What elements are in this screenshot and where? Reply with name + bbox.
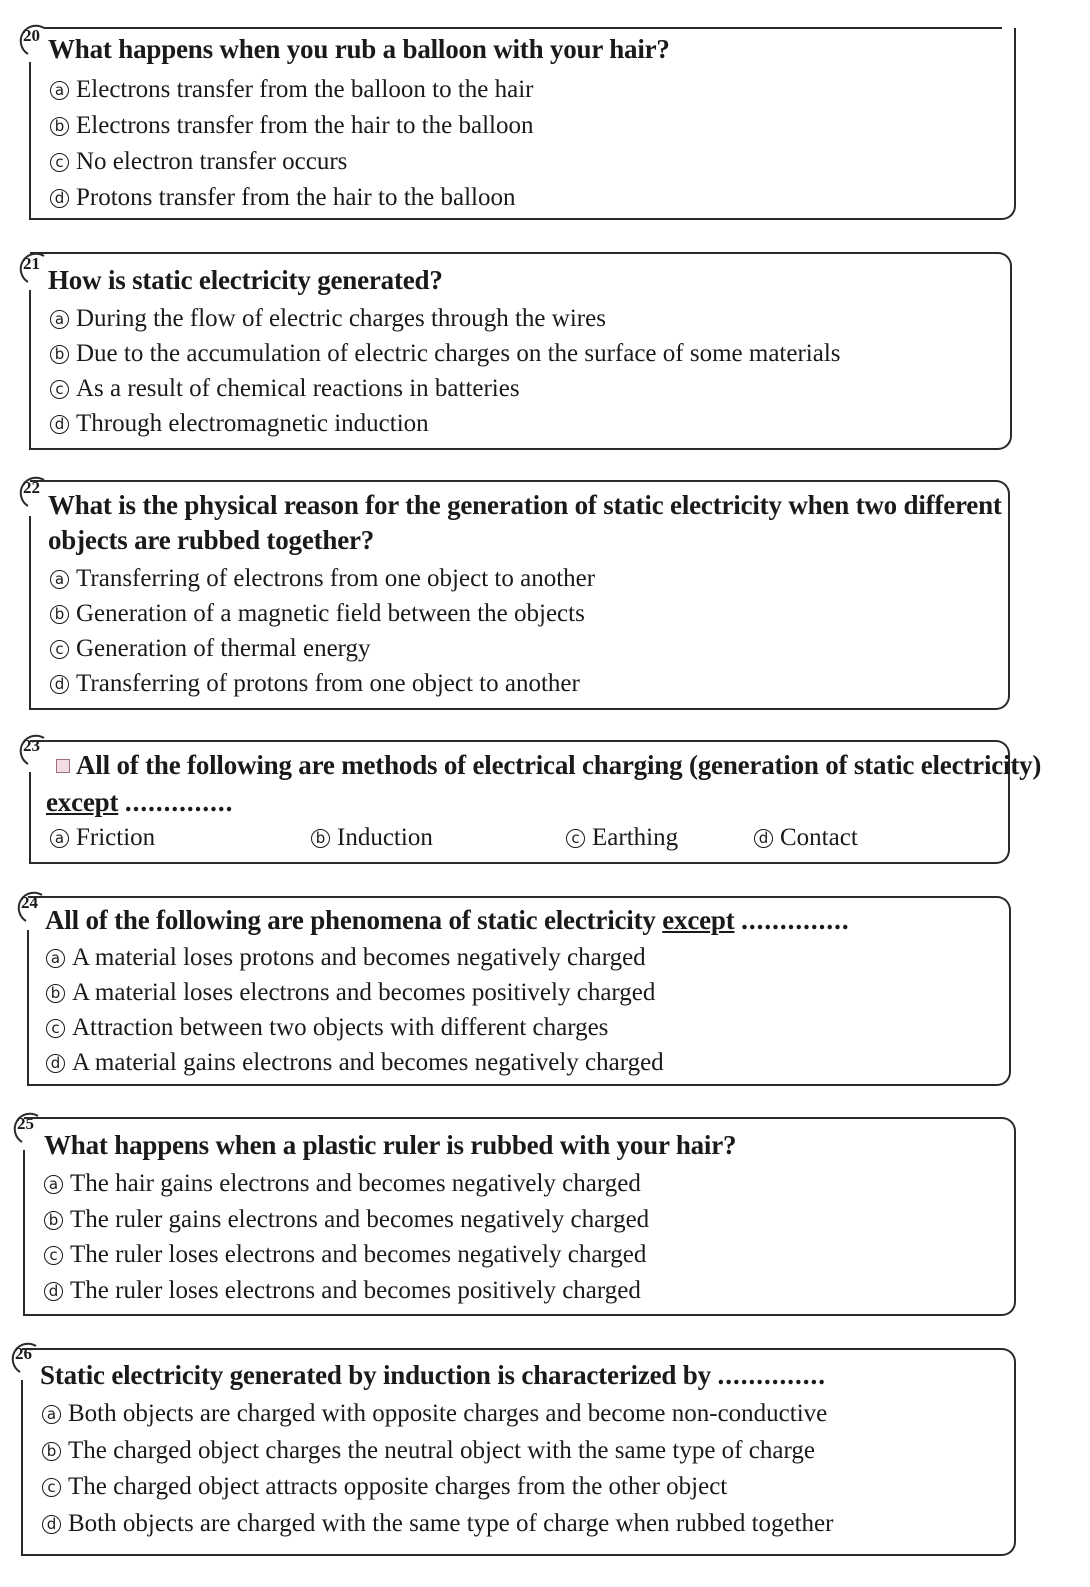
option-a[interactable] [50,76,533,104]
answer-blank: .............. [717,1360,826,1390]
option-d[interactable] [50,670,580,698]
question-stem: What happens when a plastic ruler is rubbed with your hair? [44,1130,737,1160]
frame-left-rule [29,772,31,864]
option-letter-a-icon: a [44,1175,63,1194]
option-letter-c-icon: c [50,380,69,399]
option-text: Generation of a magnetic field between the objects [76,600,585,627]
option-letter-b-icon: b [42,1442,61,1461]
option-letter-d-icon: d [50,415,69,434]
option-letter-b-icon: b [46,984,65,1003]
option-c[interactable] [50,148,347,176]
question-number: 24 [21,893,38,912]
note-icon [56,759,70,773]
option-letter-a-icon: a [50,81,69,100]
option-text: The ruler gains electrons and becomes negatively charged [70,1206,650,1233]
option-d[interactable] [46,1049,664,1077]
question-stem-text: All of the following are methods of electrical charging (generation of static electricity) [76,750,1042,780]
option-text: Generation of thermal energy [76,635,371,662]
option-text: Electrons transfer from the hair to the balloon [76,112,534,139]
option-text: Contact [780,824,858,851]
option-a[interactable] [44,1170,641,1198]
option-c[interactable] [46,1014,608,1042]
option-d[interactable] [42,1510,833,1538]
question-stem-line-1: What is the physical reason for the generation of static electricity when two different [48,490,1002,520]
option-text: Friction [76,824,156,851]
except-word: except [662,905,735,935]
option-letter-d-icon: d [44,1282,63,1301]
option-text: A material gains electrons and becomes negatively charged [72,1049,664,1076]
question-stem-text: All of the following are phenomena of static electricity [45,905,663,935]
option-text: The charged object attracts opposite charges from the other object [68,1473,728,1500]
option-letter-c-icon: c [50,153,69,172]
option-text: As a result of chemical reactions in batteries [76,375,520,402]
option-text: Electrons transfer from the balloon to the hair [76,76,534,103]
option-d[interactable] [50,410,429,438]
option-d[interactable] [754,824,858,852]
option-letter-a-icon: a [50,829,69,848]
question-stem-line-1 [56,750,1041,781]
option-letter-d-icon: d [754,829,773,848]
option-text: A material loses protons and becomes negatively charged [72,944,646,971]
frame-left-rule [23,1150,25,1316]
option-text: No electron transfer occurs [76,148,348,175]
option-b[interactable] [50,112,533,140]
option-text: The charged object charges the neutral object with the same type of charge [68,1437,815,1464]
option-letter-a-icon: a [46,949,65,968]
option-d[interactable] [44,1277,641,1305]
option-b[interactable] [50,340,841,368]
question-stem-line-2: objects are rubbed together? [48,525,375,555]
question-stem-line-2 [46,787,233,818]
option-text: During the flow of electric charges through the wires [76,305,606,332]
frame-left-rule [29,516,31,710]
option-text: A material loses electrons and becomes positively charged [72,979,656,1006]
option-c[interactable] [50,375,520,403]
frame-left-rule [29,62,31,220]
question-stem [40,1360,826,1391]
question-number: 22 [23,478,40,497]
option-text: Both objects are charged with opposite charges and become non-conductive [68,1400,828,1427]
option-letter-c-icon: c [46,1019,65,1038]
option-b[interactable] [44,1206,649,1234]
option-c[interactable] [44,1241,646,1269]
frame-left-rule [21,1380,23,1556]
question-number: 20 [23,26,40,45]
option-text: The ruler loses electrons and becomes positively charged [70,1277,641,1304]
question-stem-text: Static electricity generated by induction is characterized by [40,1360,718,1390]
answer-blank: .............. [741,905,850,935]
option-text: Both objects are charged with the same type of charge when rubbed together [68,1510,834,1537]
option-letter-c-icon: c [566,829,585,848]
option-b[interactable] [42,1437,815,1465]
option-letter-a-icon: a [42,1405,61,1424]
option-b[interactable] [50,600,585,628]
option-c[interactable] [42,1473,727,1501]
option-text: Protons transfer from the hair to the balloon [76,184,516,211]
answer-blank: .............. [124,787,234,817]
option-c[interactable] [50,635,371,663]
option-letter-a-icon: a [50,570,69,589]
option-a[interactable] [46,944,646,972]
question-stem: What happens when you rub a balloon with your hair? [48,34,670,64]
frame-top-rule [44,27,1002,29]
question-stem [45,905,850,936]
option-a[interactable] [50,565,595,593]
option-a[interactable] [50,305,606,333]
frame-left-rule [27,930,29,1086]
option-text: Transferring of protons from one object to another [76,670,580,697]
option-letter-d-icon: d [50,189,69,208]
option-text: The ruler loses electrons and becomes negatively charged [70,1241,647,1268]
option-letter-b-icon: b [50,117,69,136]
option-letter-b-icon: b [50,345,69,364]
option-b[interactable] [311,824,433,852]
option-d[interactable] [50,184,515,212]
option-letter-c-icon: c [50,640,69,659]
frame-left-rule [29,290,31,450]
option-letter-c-icon: c [42,1478,61,1497]
option-c[interactable] [566,824,678,852]
option-b[interactable] [46,979,655,1007]
option-letter-b-icon: b [311,829,330,848]
option-letter-a-icon: a [50,310,69,329]
option-letter-c-icon: c [44,1246,63,1265]
question-stem: How is static electricity generated? [48,265,443,295]
option-letter-d-icon: d [50,675,69,694]
question-number: 25 [17,1114,34,1133]
option-text: Induction [337,824,433,851]
option-text: The hair gains electrons and becomes negatively charged [70,1170,641,1197]
question-number: 23 [23,736,40,755]
option-a[interactable] [50,824,155,852]
option-letter-d-icon: d [46,1054,65,1073]
option-text: Attraction between two objects with different charges [72,1014,609,1041]
option-letter-d-icon: d [42,1515,61,1534]
except-word: except [46,787,119,817]
question-number: 21 [23,254,40,273]
question-number: 26 [15,1344,32,1363]
option-a[interactable] [42,1400,827,1428]
option-text: Due to the accumulation of electric charges on the surface of some materials [76,340,841,367]
option-text: Transferring of electrons from one object to another [76,565,596,592]
option-text: Earthing [592,824,679,851]
option-letter-b-icon: b [50,605,69,624]
option-text: Through electromagnetic induction [76,410,429,437]
option-letter-b-icon: b [44,1211,63,1230]
